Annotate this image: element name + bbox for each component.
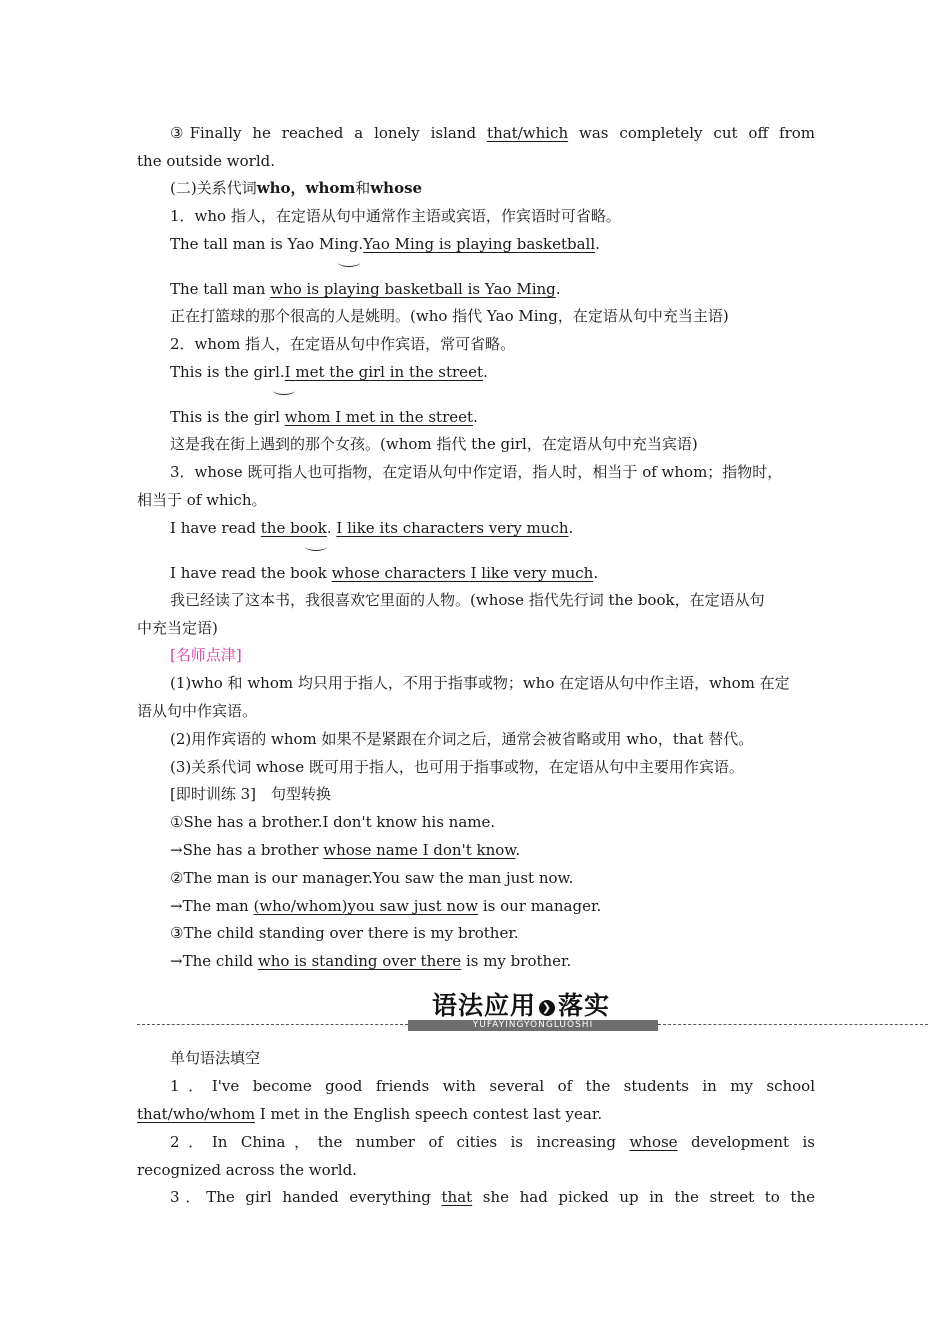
exercise-heading: 单句语法填空 [170, 1049, 261, 1067]
exercise-2-cont: recognized across the world. [137, 1161, 357, 1179]
answer: that/which [487, 124, 569, 142]
exercise-3: 3．The girl handed everything that she had picked up in the street to the [170, 1188, 815, 1206]
tip-2: (2)用作宾语的 whom 如果不是紧跟在介词之后，通常会被省略或用 who，that 替代。 [170, 730, 754, 748]
divider [137, 1024, 408, 1025]
point-3-example-1: I have read the book. I like its characters very much. [170, 519, 574, 537]
point-1-example-1: The tall man is Yao Ming.Yao Ming is playing basketball. [170, 235, 600, 253]
chevron-right-icon: ❯ [539, 1000, 555, 1016]
drill-question: ②The man is our manager.You saw the man just now. [170, 869, 574, 887]
divider [658, 1024, 928, 1025]
exercise-2: 2．In China，the number of cities is increasing whose development is [170, 1133, 815, 1151]
point-1-note: 正在打篮球的那个很高的人是姚明。(who 指代 Yao Ming，在定语从句中充当主语) [170, 307, 729, 325]
tip-1-cont: 语从句中作宾语。 [137, 702, 258, 720]
drill-question: ③The child standing over there is my brother. [170, 924, 519, 942]
section-heading: (二)关系代词who，whom和whose [170, 179, 423, 197]
point-2-title: 2．whom 指人，在定语从句中作宾语，常可省略。 [170, 335, 516, 353]
connector-arc [305, 542, 327, 551]
point-2-example-2: This is the girl whom I met in the street. [170, 408, 478, 426]
connector-arc [338, 258, 360, 267]
connector-arc [273, 386, 295, 395]
exercise-1-cont: that/who/whom I met in the English speech contest last year. [137, 1105, 603, 1123]
drill-label: [即时训练 3] 句型转换 [170, 785, 332, 803]
drill-answer: →The man (who/whom)you saw just now is our manager. [170, 897, 602, 915]
drill-question: ①She has a brother.I don't know his name. [170, 813, 496, 831]
point-3-title-cont: 相当于 of which。 [137, 491, 267, 509]
point-1-title: 1．who 指人，在定语从句中通常作主语或宾语，作宾语时可省略。 [170, 207, 621, 225]
point-2-example-1: This is the girl.I met the girl in the street. [170, 363, 488, 381]
drill-answer: →She has a brother whose name I don't know. [170, 841, 521, 859]
point-1-example-2: The tall man who is playing basketball is Yao Ming. [170, 280, 561, 298]
point-3-title: 3．whose 既可指人也可指物，在定语从句中作定语，指人时，相当于 of whom；指物时， [170, 463, 783, 481]
point-2-note: 这是我在街上遇到的那个女孩。(whom 指代 the girl，在定语从句中充当宾语) [170, 435, 698, 453]
drill-answer: →The child who is standing over there is my brother. [170, 952, 572, 970]
point-3-example-2: I have read the book whose characters I like very much. [170, 564, 599, 582]
tip-3: (3)关系代词 whose 既可用于指人，也可用于指事或物，在定语从句中主要用作宾语。 [170, 758, 744, 776]
exercise-1: 1．I've become good friends with several of the students in my school [170, 1077, 815, 1095]
section-banner-title: 语法应用 ❯ 落实 [432, 991, 611, 1020]
point-3-note-cont: 中充当定语) [137, 619, 218, 637]
point-3-note: 我已经读了这本书，我很喜欢它里面的人物。(whose 指代先行词 the book，在定语从句 [170, 591, 765, 609]
tip-1: (1)who 和 whom 均只用于指人，不用于指事或物；who 在定语从句中作主语，whom 在定 [170, 674, 790, 692]
intro-line: ③Finally he reached a lonely island that/which was completely cut off from [170, 124, 815, 142]
tips-label: [名师点津] [170, 646, 242, 664]
banner-subtitle: YUFAYINGYONGLUOSHI [408, 1020, 658, 1031]
intro-line-cont: the outside world. [137, 152, 276, 170]
